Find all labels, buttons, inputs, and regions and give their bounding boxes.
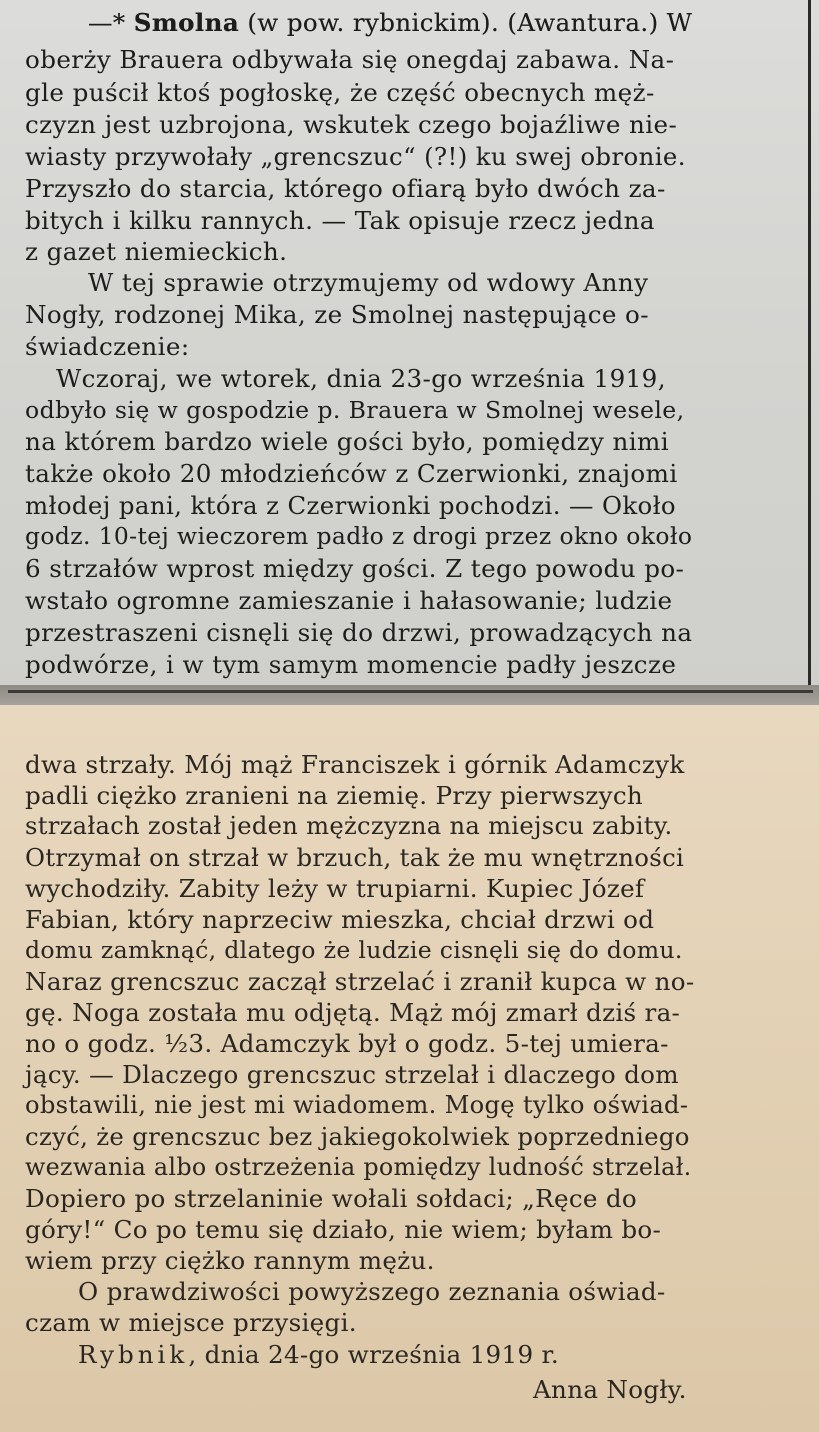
text-line: świadczenie: [25,332,190,361]
text-line: godz. 10-tej wieczorem padło z drogi przez okno około [25,522,693,550]
headline-place: Smolna [133,8,240,37]
text-line: O prawdziwości powyższego zeznania oświad- [78,1277,666,1306]
text-line: gle puścił ktoś pogłoskę, że część obecnych męż- [25,78,655,107]
text-line: W tej sprawie otrzymujemy od wdowy Anny [88,268,649,297]
text-line: przestraszeni cisnęli się do drzwi, prowadzących na [25,618,693,647]
text-line: Otrzymał on strzał w brzuch, tak że mu wnętrzności [25,843,685,872]
text-line: czyć, że grencszuc bez jakiegokolwiek poprzedniego [25,1122,690,1151]
clipping-gap [0,685,819,705]
text-line: no o godz. ½3. Adamczyk był o godz. 5-tej umiera- [25,1029,669,1058]
text-line: czam w miejsce przysięgi. [25,1308,357,1337]
text-line: obstawili, nie jest mi wiadomem. Mogę tylko oświad- [25,1091,689,1119]
text-line: Dopiero po strzelaninie wołali sołdaci; „Ręce do [25,1184,638,1213]
text-line: wychodziły. Zabity leży w trupiarni. Kupiec Józef [25,874,645,903]
text-line: wiem przy ciężko rannym mężu. [25,1246,435,1275]
horizontal-rule [8,690,813,693]
text-line: oberży Brauera odbywała się onegdaj zabawa. Na- [25,45,675,74]
text-line: bitych i kilku rannych. — Tak opisuje rzecz jedna [25,206,655,235]
text-line: także około 20 młodzieńców z Czerwionki, znajomi [25,459,678,488]
lead-mark: —* [88,8,126,37]
text-line: wstało ogromne zamieszanie i hałasowanie; ludzie [25,586,673,615]
dateline-place: Rybnik [78,1340,189,1369]
text-line: młodej pani, która z Czerwionki pochodzi. — Około [25,491,677,520]
text-line: czyzn jest uzbrojona, wskutek czego bojaźliwe nie- [25,110,678,139]
dateline-date: , dnia 24-go września 1919 r. [188,1340,559,1369]
column-rule [808,0,811,688]
newspaper-clipping-bottom [0,705,819,1432]
text-line: Naraz grencszuc zaczął strzelać i zranił kupca w no- [25,967,695,996]
text-line: Nogły, rodzonej Mika, ze Smolnej następujące o- [25,300,649,329]
text-line: Przyszło do starcia, którego ofiarą było dwóch za- [25,174,666,203]
text-line: gę. Noga została mu odjętą. Mąż mój zmarł dziś ra- [25,998,681,1027]
text-line: 6 strzałów wprost między gości. Z tego powodu po- [25,554,685,583]
text-line: Wczoraj, we wtorek, dnia 23-go września 1919, [56,364,666,393]
text-line: wiasty przywołały „grencszuc“ (?!) ku swej obronie. [25,142,686,171]
lead-rest: (w pow. rybnickim). (Awantura.) W [247,8,693,37]
text-line: góry!“ Co po temu się działo, nie wiem; byłam bo- [25,1215,662,1244]
text-line: z gazet niemieckich. [25,237,288,266]
newspaper-clipping-top [0,0,819,685]
text-line: padli ciężko zranieni na ziemię. Przy pierwszych [25,781,644,810]
signature: Anna Nogły. [533,1375,687,1404]
text-line: dwa strzały. Mój mąż Franciszek i górnik Adamczyk [25,750,685,779]
text-line: Fabian, który naprzeciw mieszka, chciał drzwi od [25,905,655,934]
text-line: jący. — Dlaczego grencszuc strzelał i dlaczego dom [25,1060,679,1089]
text-line: na którem bardzo wiele gości było, pomiędzy nimi [25,427,670,456]
text-line: odbyło się w gospodzie p. Brauera w Smolnej wesele, [25,396,685,424]
text-line: podwórze, i w tym samym momencie padły jeszcze [25,650,677,679]
text-line: wezwania albo ostrzeżenia pomiędzy ludność strzelał. [25,1153,692,1181]
dateline [78,1340,559,1369]
text-line: domu zamknąć, dlatego że ludzie cisnęli się do domu. [25,936,683,964]
article-lead-line [88,8,692,37]
text-line: strzałach został jeden mężczyzna na miejscu zabity. [25,812,673,840]
